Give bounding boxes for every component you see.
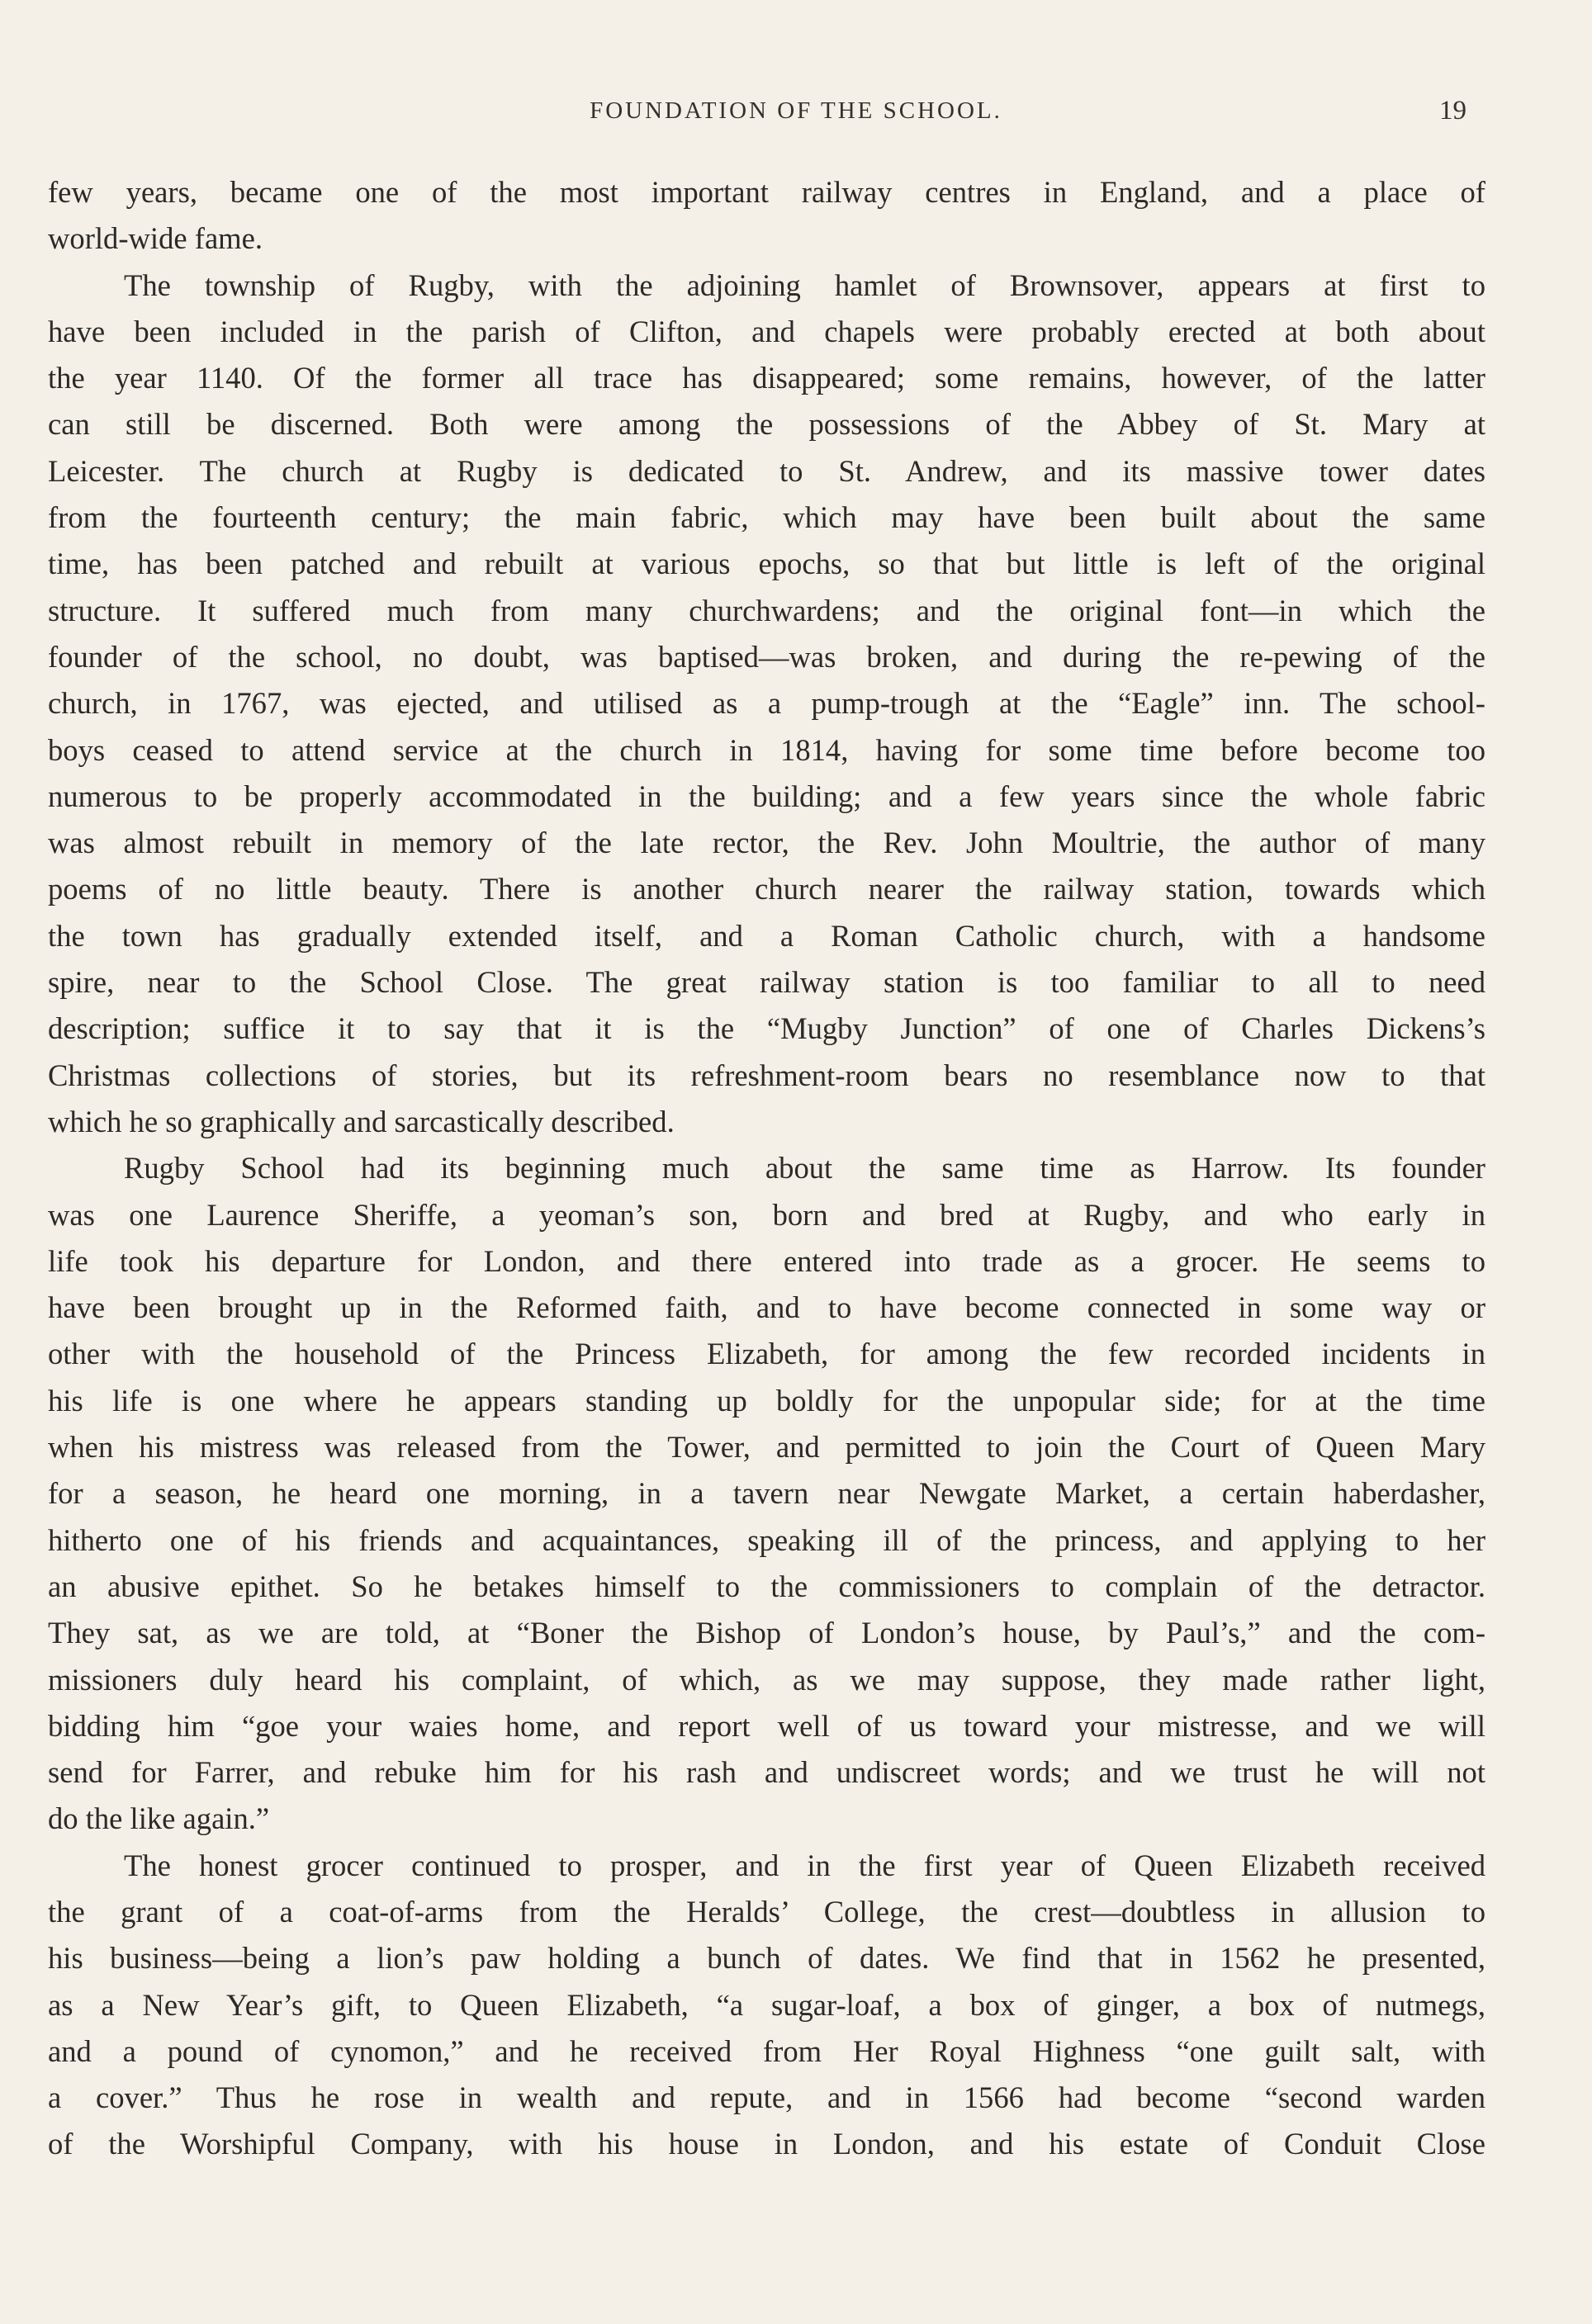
- text-line: The township of Rugby, with the adjoining hamlet of Brownsover, appears at first to: [124, 267, 1485, 302]
- text-line: structure. It suffered much from many churchwardens; and the original font—in which the: [48, 593, 1485, 627]
- text-line: spire, near to the School Close. The great railway station is too familiar to all to need: [48, 965, 1485, 1000]
- text-line: was almost rebuilt in memory of the late rector, the Rev. John Moultrie, the author of many: [48, 826, 1485, 860]
- text-line: description; suffice it to say that it is the “Mugby Junction” of one of Charles Dickens’s: [48, 1011, 1485, 1046]
- text-line: founder of the school, no doubt, was baptised—was broken, and during the re-pewing of the: [48, 639, 1485, 674]
- text-line: world-wide fame.: [48, 221, 263, 256]
- text-line: have been brought up in the Reformed faith, and to have become connected in some way or: [48, 1290, 1485, 1325]
- text-line: was one Laurence Sheriffe, a yeoman’s son, born and bred at Rugby, and who early in: [48, 1197, 1485, 1232]
- text-line: as a New Year’s gift, to Queen Elizabeth, “a sugar-loaf, a box of ginger, a box of nutmegs,: [48, 1987, 1485, 2022]
- text-line: his life is one where he appears standing up boldly for the unpopular side; for at the time: [48, 1383, 1485, 1418]
- text-line: The honest grocer continued to prosper, and in the first year of Queen Elizabeth received: [124, 1848, 1485, 1882]
- text-line: Christmas collections of stories, but its refreshment-room bears no resemblance now to that: [48, 1058, 1485, 1092]
- text-line: time, has been patched and rebuilt at various epochs, so that but little is left of the original: [48, 547, 1485, 581]
- text-line: poems of no little beauty. There is another church nearer the railway station, towards which: [48, 872, 1485, 906]
- text-line: Leicester. The church at Rugby is dedicated to St. Andrew, and its massive tower dates: [48, 453, 1485, 488]
- text-line: life took his departure for London, and there entered into trade as a grocer. He seems to: [48, 1243, 1485, 1278]
- text-line: have been included in the parish of Clifton, and chapels were probably erected at both about: [48, 314, 1485, 348]
- text-line: hitherto one of his friends and acquaintances, speaking ill of the princess, and applying to her: [48, 1522, 1485, 1557]
- text-line: boys ceased to attend service at the church in 1814, having for some time before become too: [48, 732, 1485, 767]
- text-line: from the fourteenth century; the main fabric, which may have been built about the same: [48, 500, 1485, 535]
- text-line: can still be discerned. Both were among the possessions of the Abbey of St. Mary at: [48, 407, 1485, 442]
- text-line: numerous to be properly accommodated in the building; and a few years since the whole fabric: [48, 779, 1485, 813]
- text-line: an abusive epithet. So he betakes himself to the commissioners to complain of the detractor.: [48, 1569, 1485, 1603]
- text-line: church, in 1767, was ejected, and utilised as a pump-trough at the “Eagle” inn. The school-: [48, 686, 1485, 721]
- body-text: [48, 169, 1485, 2168]
- text-line: and a pound of cynomon,” and he received from Her Royal Highness “one guilt salt, with: [48, 2033, 1485, 2068]
- text-line: a cover.” Thus he rose in wealth and repute, and in 1566 had become “second warden: [48, 2080, 1485, 2115]
- text-line: Rugby School had its beginning much about the same time as Harrow. Its founder: [124, 1151, 1485, 1186]
- text-line: They sat, as we are told, at “Boner the Bishop of London’s house, by Paul’s,” and the com-: [48, 1616, 1485, 1650]
- text-line: the town has gradually extended itself, and a Roman Catholic church, with a handsome: [48, 918, 1485, 953]
- text-line: for a season, he heard one morning, in a tavern near Newgate Market, a certain haberdasher,: [48, 1476, 1485, 1511]
- text-line: his business—being a lion’s paw holding a bunch of dates. We find that in 1562 he presented,: [48, 1941, 1485, 1976]
- text-line: other with the household of the Princess Elizabeth, for among the few recorded incidents in: [48, 1337, 1485, 1371]
- text-line: when his mistress was released from the Tower, and permitted to join the Court of Queen Mary: [48, 1430, 1485, 1465]
- running-title: FOUNDATION OF THE SCHOOL.: [590, 97, 1002, 124]
- text-line: the year 1140. Of the former all trace has disappeared; some remains, however, of the latter: [48, 361, 1485, 395]
- text-line: do the like again.”: [48, 1801, 270, 1836]
- page-number: 19: [1439, 96, 1466, 125]
- text-line: of the Worshipful Company, with his house in London, and his estate of Conduit Close: [48, 2127, 1485, 2161]
- text-line: which he so graphically and sarcastically described.: [48, 1104, 675, 1138]
- text-line: missioners duly heard his complaint, of which, as we may suppose, they made rather light,: [48, 1662, 1485, 1697]
- text-line: bidding him “goe your waies home, and report well of us toward your mistresse, and we will: [48, 1708, 1485, 1743]
- text-line: the grant of a coat-of-arms from the Heralds’ College, the crest—doubtless in allusion to: [48, 1894, 1485, 1929]
- text-line: few years, became one of the most important railway centres in England, and a place of: [48, 175, 1485, 209]
- running-head: [0, 92, 1592, 129]
- text-line: send for Farrer, and rebuke him for his rash and undiscreet words; and we trust he will not: [48, 1755, 1485, 1790]
